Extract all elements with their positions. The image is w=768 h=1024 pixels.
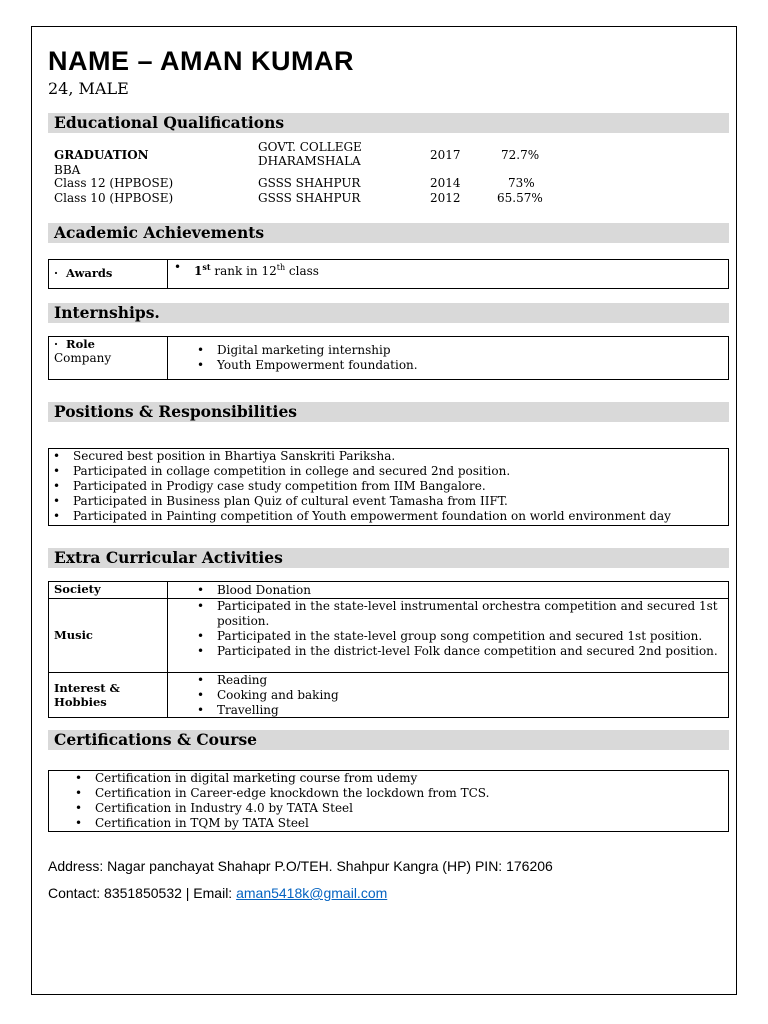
certifications-list bbox=[71, 771, 489, 831]
internships-list bbox=[193, 343, 418, 373]
edu-degree-class10: Class 10 (HPBOSE) bbox=[54, 191, 174, 205]
age-gender: 24, MALE bbox=[48, 79, 129, 98]
society-item: • Blood Donation bbox=[193, 583, 311, 598]
section-certifications-heading: Certifications & Course bbox=[48, 730, 729, 750]
extra-hobbies-label-1: Interest & bbox=[54, 681, 120, 695]
section-extra-heading: Extra Curricular Activities bbox=[48, 548, 729, 568]
edu-degree-sub: BBA bbox=[54, 163, 81, 177]
position-item: • Participated in Painting competition of Youth empowerment foundation on world environment day bbox=[49, 509, 671, 524]
academic-awards-list bbox=[170, 260, 319, 279]
edu-year-class10: 2012 bbox=[430, 191, 461, 205]
edu-score-class10: 65.57% bbox=[497, 191, 543, 205]
position-item: • Secured best position in Bhartiya Sanskriti Pariksha. bbox=[49, 449, 671, 464]
academic-award-item: • 1st rank in 12th class bbox=[170, 260, 319, 279]
extra-music-label: Music bbox=[54, 628, 93, 642]
extra-society-label: Society bbox=[54, 582, 101, 596]
section-education-heading: Educational Qualifications bbox=[48, 113, 729, 133]
edu-score: 72.7% bbox=[501, 148, 540, 162]
hobby-item: • Cooking and baking bbox=[193, 688, 339, 703]
extra-music-list bbox=[193, 599, 725, 659]
certification-item: • Certification in Industry 4.0 by TATA Steel bbox=[71, 801, 489, 816]
edu-institute-line1: GOVT. COLLEGE bbox=[258, 140, 362, 154]
extra-hobbies-label-2: Hobbies bbox=[54, 695, 107, 709]
certification-item: • Certification in TQM by TATA Steel bbox=[71, 816, 489, 831]
music-item: • Participated in the state-level group song competition and secured 1st position. bbox=[193, 629, 725, 644]
section-positions-heading: Positions & Responsibilities bbox=[48, 402, 729, 422]
certification-item: • Certification in Career-edge knockdown the lockdown from TCS. bbox=[71, 786, 489, 801]
extra-hobbies-list bbox=[193, 673, 339, 718]
positions-list bbox=[49, 449, 671, 524]
position-item: • Participated in Prodigy case study competition from IIM Bangalore. bbox=[49, 479, 671, 494]
internships-table bbox=[48, 336, 729, 380]
positions-table bbox=[48, 448, 729, 526]
edu-year: 2017 bbox=[430, 148, 461, 162]
edu-degree-graduation: GRADUATION bbox=[54, 148, 149, 162]
certifications-table bbox=[48, 770, 729, 832]
internship-role-label: · Role bbox=[54, 337, 95, 351]
email-link[interactable]: aman5418k@gmail.com bbox=[236, 885, 388, 901]
edu-institute-class12: GSSS SHAHPUR bbox=[258, 176, 361, 190]
music-item: • Participated in the state-level instrumental orchestra competition and secured 1st position. bbox=[193, 599, 725, 629]
certification-item: • Certification in digital marketing course from udemy bbox=[71, 771, 489, 786]
music-item: • Participated in the district-level Folk dance competition and secured 2nd position. bbox=[193, 644, 725, 659]
edu-year-class12: 2014 bbox=[430, 176, 461, 190]
extra-table bbox=[48, 581, 729, 718]
address-line: Address: Nagar panchayat Shahapr P.O/TEH. Shahpur Kangra (HP) PIN: 176206 bbox=[48, 858, 553, 874]
contact-line bbox=[48, 885, 387, 901]
internship-item: • Digital marketing internship bbox=[193, 343, 418, 358]
edu-institute-class10: GSSS SHAHPUR bbox=[258, 191, 361, 205]
academic-awards-label: · Awards bbox=[54, 266, 113, 280]
edu-institute-line2: DHARAMSHALA bbox=[258, 154, 361, 168]
academic-table bbox=[48, 259, 729, 289]
contact-phone: Contact: 8351850532 | Email: bbox=[48, 885, 237, 901]
edu-degree-class12: Class 12 (HPBOSE) bbox=[54, 176, 174, 190]
position-item: • Participated in collage competition in college and secured 2nd position. bbox=[49, 464, 671, 479]
section-internships-heading: Internships. bbox=[48, 303, 729, 323]
extra-society-list bbox=[193, 583, 311, 598]
position-item: • Participated in Business plan Quiz of cultural event Tamasha from IIFT. bbox=[49, 494, 671, 509]
section-academic-heading: Academic Achievements bbox=[48, 223, 729, 243]
internship-company-label: Company bbox=[54, 351, 112, 365]
edu-score-class12: 73% bbox=[508, 176, 535, 190]
hobby-item: • Travelling bbox=[193, 703, 339, 718]
candidate-name: NAME – AMAN KUMAR bbox=[48, 46, 354, 76]
internship-item: • Youth Empowerment foundation. bbox=[193, 358, 418, 373]
hobby-item: • Reading bbox=[193, 673, 339, 688]
resume-page bbox=[31, 26, 737, 995]
